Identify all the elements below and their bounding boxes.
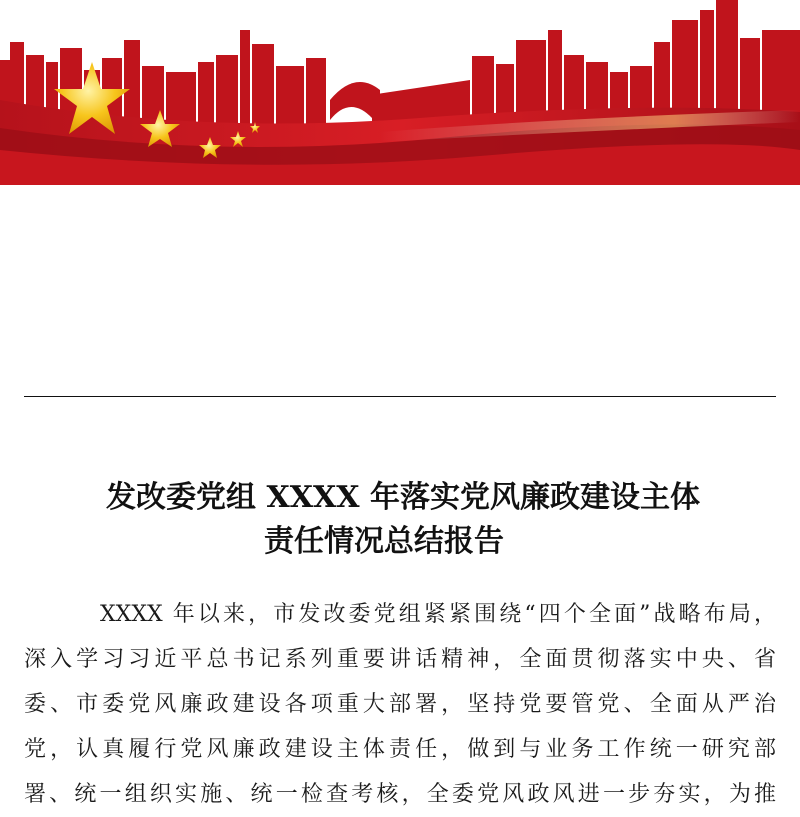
header-divider xyxy=(24,396,776,397)
title-line-1: 发改委党组 XXXX 年落实党风廉政建设主体 xyxy=(106,480,700,515)
body-paragraph xyxy=(24,592,776,817)
paragraph-line: 署、统一组织实施、统一检查考核，全委党风政风进一步夯实，为推 xyxy=(24,782,776,807)
paragraph-line: 深入学习习近平总书记系列重要讲话精神，全面贯彻落实中央、省 xyxy=(24,647,776,672)
title-line-2: 责任情况总结报告 xyxy=(264,524,504,559)
paragraph-line: XXXX 年以来，市发改委党组紧紧围绕“四个全面”战略布局， xyxy=(100,602,776,627)
header-banner xyxy=(0,0,800,185)
paragraph-line: 委、市委党风廉政建设各项重大部署，坚持党要管党、全面从严治 xyxy=(24,692,776,717)
skyline-graphic xyxy=(0,0,800,185)
paragraph-line: 党，认真履行党风廉政建设主体责任，做到与业务工作统一研究部 xyxy=(24,737,776,762)
